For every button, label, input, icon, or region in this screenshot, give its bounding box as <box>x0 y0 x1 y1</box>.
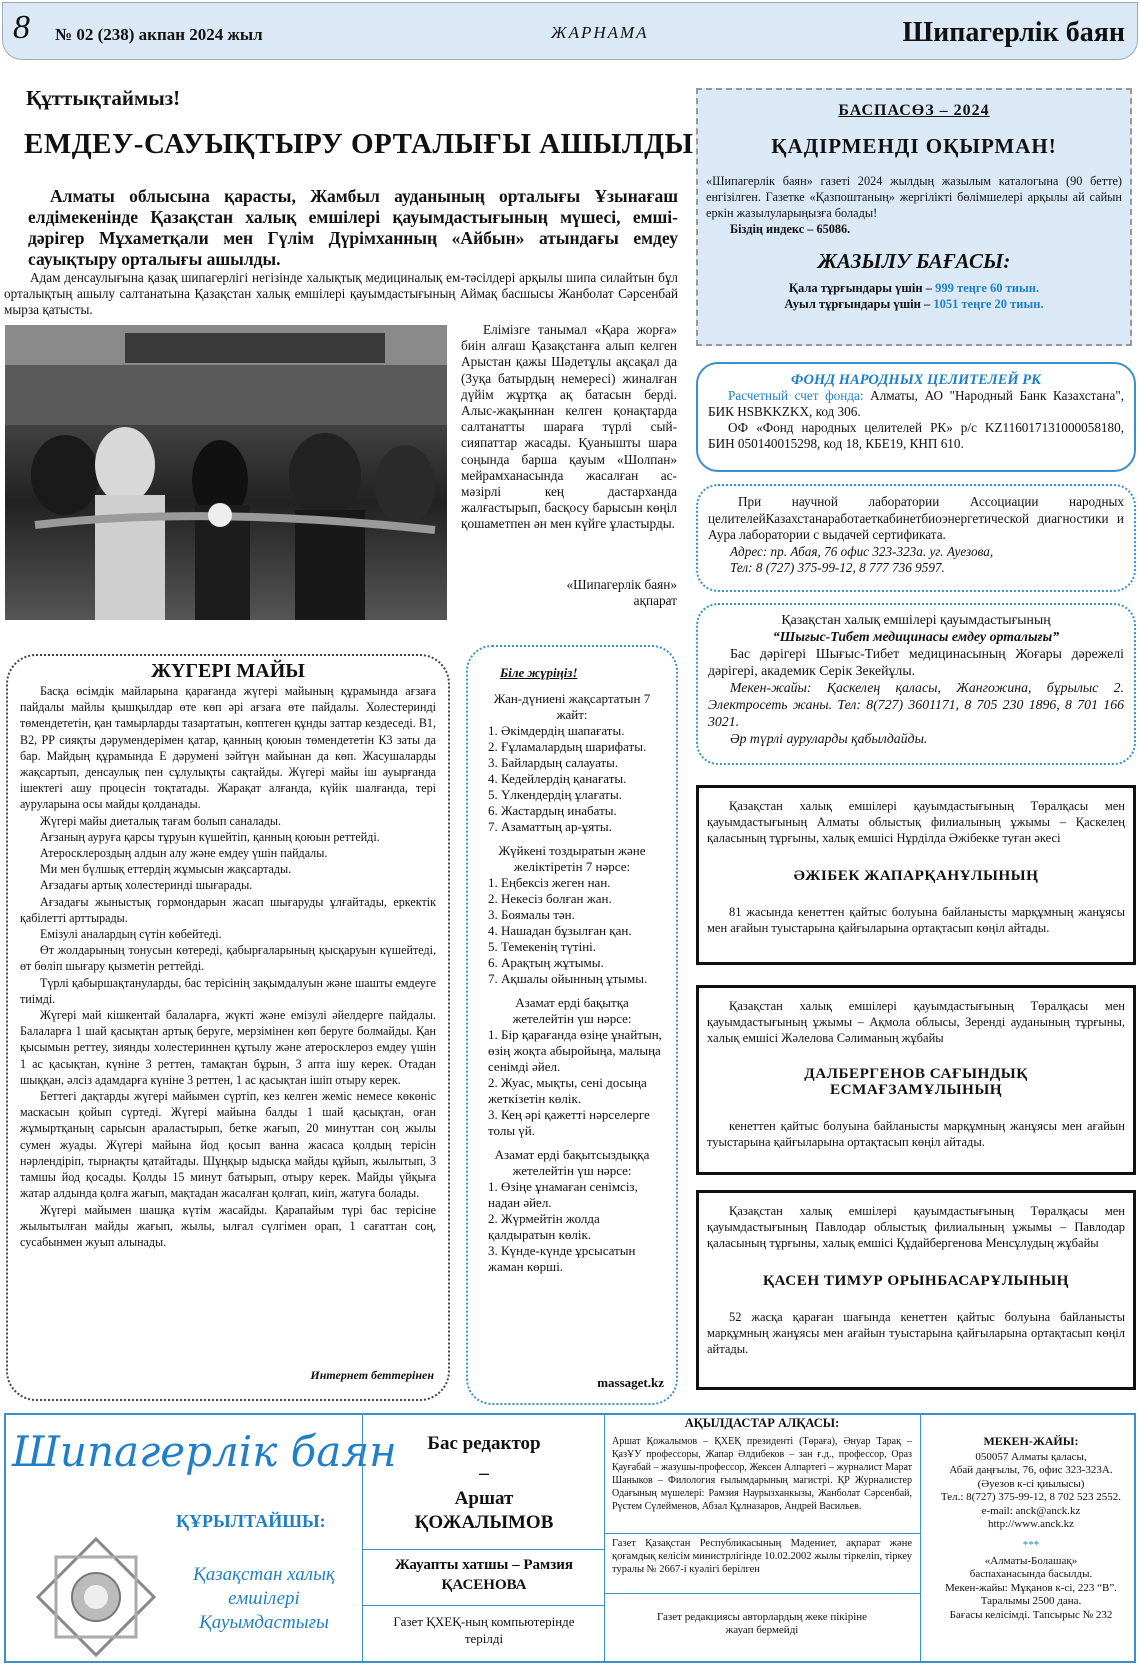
know-list-item: 2. Жуас, мықты, сені досыңа жеткізетін көлік. <box>488 1075 647 1106</box>
printer-line: Таралымы 2500 дана. <box>980 1595 1082 1608</box>
editor-name: Аршат ҚОЖАЛЫМОВ <box>414 1488 554 1533</box>
founder-name: Қазақстан халық емшілері Қауымдастығы <box>193 1564 335 1633</box>
know-list-item: 4. Нашадан бұзылған қан. <box>488 923 632 938</box>
page-header <box>2 2 1138 60</box>
address-line: 050057 Алматы қаласы, <box>975 1451 1087 1463</box>
know-list-item: 5. Темекенің түтіні. <box>488 939 597 954</box>
know-section-heading: Азамат ерді бақытқа жетелейтін үш нәрсе: <box>512 995 632 1026</box>
ceremony-photo-image <box>5 325 447 620</box>
obituary-1 <box>696 785 1136 965</box>
tibet-doctor: Бас дәрігері Шығыс-Тибет медицинасының Жоғары дәрежелі дәрігері, академик Серік Зекейұлы. <box>708 646 1124 678</box>
obituary-3-text: 52 жасқа қараған шағында кенеттен қайтыс болуына байланысты марқұмның жанұясы мен ағайын туыстарына қайғыларына ортақтасып көңіл айтады. <box>707 1310 1125 1356</box>
article-signature-type: ақпарат <box>633 593 677 608</box>
know-title: Біле жүріңіз! <box>500 665 578 680</box>
obituary-3 <box>696 1190 1136 1390</box>
registration-info: Газет Қазақстан Республикасының Мәдениет, ақпарат және қоғамдық келісім министрлігінде 10.02.2002 жылы тіркеліп, тіркеу туралы № 2667-і куәлігі берілген <box>612 1538 912 1575</box>
corn-oil-paragraph: Ағзадағы артық холестеринді шығарады. <box>40 878 253 893</box>
subscription-index: Біздің индекс – 65086. <box>730 222 851 236</box>
subscription-subtitle: ҚАДІРМЕНДІ ОҚЫРМАН! <box>771 134 1057 158</box>
lab-phone: Тел: 8 (727) 375-99-12, 8 777 736 9597. <box>730 560 945 575</box>
address-line: (Әуезов к-сі қиылысы) <box>977 1477 1085 1490</box>
corn-oil-paragraph: Жүгері май кішкентай балаларға, жүкті және емізулі әйелдерге пайдалы. Балаларға 1 шай қасықтан артық беруге, мерзімінен көп беруге болмайды. Қан қысымын реттеу, зиянды холестериннен құтылу және атеросклероз емдеу үшін 1 ас қасықтан, күніне 3 реттен, тамақтан бұрын, 3 апта ішу керек. Отадан шыққан, әлсіз адамдарға күніне 3 реттен, 1 ас қасықтан ішіп отыру керек. <box>20 1008 436 1087</box>
issue-info: № 02 (238) акпан 2024 жыл <box>55 25 263 44</box>
article-intro: Адам денсаулығына қазақ шипагерлігі негізінде халықтық медициналық ем-тәсілдері арқылы шипа силайтын бұл орталықтың ашылу салтанатына Қазақстан халық емшілері қауымдастығының Аймақ басшысы Жанболат Сәрсенбай мырза қатысты. <box>4 270 678 317</box>
know-list-item: 2. Некесіз болған жан. <box>488 891 612 906</box>
fund-title: ФОНД НАРОДНЫХ ЦЕЛИТЕЛЕЙ РК <box>791 372 1041 388</box>
know-list-item: 2. Жүрмейтін жолда қалдыратын көлік. <box>488 1211 600 1242</box>
price-list <box>698 280 1130 312</box>
know-list-item: 3. Кең әрі қажетті нәрселерге толы үй. <box>488 1107 650 1138</box>
subscription-body: «Шипагерлік баян» газеті 2024 жылдың жазылым каталогына (90 бетте) енгізілген. Газетке «Қазпоштаның» жергілікті бөлімшелері арқылы ай сайын еркін жазылуларыңызға болады! <box>706 174 1122 220</box>
article-signature-source: «Шипагерлік баян» <box>566 577 677 592</box>
separator-stars: *** <box>1022 1539 1040 1551</box>
obituary-1-intro: Қазақстан халық емшілері қауымдастығының Төралқасы мен қауымдастығының Алматы облыстық филиалының ұжымы – Қаскелең қаласының тұрғыны, халық емшісі Нұрділда Әжібекке туған әкесі <box>707 799 1125 845</box>
know-list-item: 7. Ақшалы ойынның ұтымы. <box>488 971 648 986</box>
corn-oil-paragraph: Жүгері майымен шашқа күтім жасайды. Қарапайым түрі бас терісіне жылытылған майды жағып, жылы, ылғал сүлгімен орап, 1 сағаттан соң, сусабынмен жуып алынады. <box>20 1202 436 1249</box>
article-lead: Алматы облысына қарасты, Жамбыл ауданының орталығы Ұзынағаш елдімекенінде Қазақстан халық емшілері қауымдастығының мүшесі, емші-дәрігер Мұхаметқали мен Гүлім Дүрімханның «Айбын» атындағы емдеу сауықтыру орталығы ашылды. <box>28 186 678 269</box>
know-list-item: 3. Байлардың салауаты. <box>488 755 619 770</box>
printer-line: Мекен-жайы: Мұқанов к-сі, 223 “В”. <box>945 1581 1117 1594</box>
know-box <box>466 645 678 1405</box>
know-list-item: 5. Үлкендердің ұлағаты. <box>488 787 622 802</box>
city-label: Қала тұрғындары үшін – <box>788 281 932 295</box>
disclaimer: Газет редакциясы авторлардың жеке пікіріне жауап бермейді <box>656 1611 868 1636</box>
newspaper-logo: Шипагерлік баян <box>12 1427 397 1476</box>
price-title: ЖАЗЫЛУ БАҒАСЫ: <box>817 249 1011 273</box>
founder-label: ҚҰРЫЛТАЙШЫ: <box>176 1511 326 1531</box>
corn-oil-paragraph: Өт жолдарының тонусын көтереді, қабырғаларының қысқаруын күшейтеді, өт бөліп шығару қызметін реттейді. <box>20 943 436 974</box>
fund-details: ОФ «Фонд народных целителей РК» р/с KZ116017131000058180, БИН 050140015298, код 18, КБЕ19, КНП 610. <box>708 420 1124 451</box>
congrats-heading: Құттықтаймыз! <box>26 86 181 110</box>
obituary-2-name: ДАЛБЕРГЕНОВ САҒЫНДЫҚ ЕСМАҒЗАМҰЛЫНЫҢ <box>804 1065 1028 1098</box>
city-price: 999 теңге 60 тиын. <box>935 281 1040 295</box>
know-section-heading: Жан-дүниені жақсартатын 7 жайт: <box>493 691 651 722</box>
editor-dash: – <box>479 1463 489 1484</box>
masthead-footer <box>4 1413 1136 1663</box>
council-title: АҚЫЛДАСТАР АЛҚАСЫ: <box>684 1416 840 1430</box>
fund-account: Алматы, АО "Народный Банк Казахстана", БИК HSBKKZKX, код 306. <box>708 388 1125 419</box>
obituary-3-intro: Қазақстан халық емшілері қауымдастығының Төралқасы мен қауымдастығының Павлодар облыстық филиалының ұжымы – Павлодар қаласының тұрғыны, халық емшісі Құдайбергенова Менсұлудың жұбайы <box>707 1204 1125 1250</box>
address-list <box>926 1451 1136 1531</box>
village-price: 1051 теңге 20 тиын. <box>933 297 1044 311</box>
know-list-item: 3. Күнде-күнде ұрсысатын жаман көрші. <box>488 1243 636 1274</box>
know-list-item: 1. Еңбексіз жеген нан. <box>488 875 611 890</box>
fund-account-label: Расчетный счет фонда: <box>728 388 864 403</box>
page-number: 8 <box>13 9 30 46</box>
know-source: massaget.kz <box>597 1375 664 1390</box>
council-members: Аршат Қожалымов – ҚХЕҚ президенті (Төраға), Әнуар Тарақ – ҚазҰУ профессоры, Жапар Әлдибеков – зан ғ.д., профессор, Ораз Қауғабай – жазушы-профессор, Жексен Алпартегі – журналист Марат Шаныков – Филология ғылымдарының магистрі. ҚР Журналистер Одағының мүшелері: Рамзия Наурызханкызы, Жанболат Сәрсенбай, Рүстем Сүлейменов, Абзал Құлназаров, Андрей Васильев. <box>612 1436 912 1512</box>
tibet-line2: “Шығыс-Тибет медицинасы емдеу орталығы” <box>772 629 1060 644</box>
know-list-item: 7. Азаматтың ар-ұяты. <box>488 819 612 834</box>
tibet-line1: Қазақстан халық емшілері қауымдастығының <box>781 612 1051 627</box>
village-label: Ауыл тұрғындары үшін – <box>784 297 931 311</box>
obituary-1-text: 81 жасында кенеттен қайтыс болуына байланысты марқұмның жанұясы мен ағайын туыстарына қайғыларына ортақтасып көңіл айтады. <box>707 905 1125 935</box>
corn-oil-paragraph: Ағзаның ауруға қарсы тұруын күшейтіп, қанның қоюын реттейді. <box>40 829 380 844</box>
address-title: МЕКЕН-ЖАЙЫ: <box>983 1434 1079 1448</box>
corn-oil-paragraph: Жүгері майы диеталық тағам болып саналады. <box>40 813 282 828</box>
printer-line: «Алматы-Болашақ» <box>984 1555 1078 1567</box>
obituary-2 <box>696 985 1136 1175</box>
address-line: http://www.anck.kz <box>987 1518 1075 1531</box>
corn-oil-paragraph: Атеросклероздың алдын алу және емдеу үшін пайдалы. <box>40 846 328 861</box>
tibet-center-box <box>696 603 1136 765</box>
address-line: Тел.: 8(727) 375-99-12, 8 702 523 2552. <box>940 1491 1122 1504</box>
article-signature <box>461 577 677 609</box>
know-list-item: 6. Жастардың инабаты. <box>488 803 617 818</box>
editor-title: Бас редактор <box>427 1433 541 1454</box>
section-title: ЖАРНАМА <box>551 23 649 42</box>
know-list-item: 4. Кедейлердің қанағаты. <box>488 771 627 786</box>
know-list-item: 3. Боямалы тән. <box>488 907 575 922</box>
tibet-address: Мекен-жайы: Қаскелең қаласы, Жангожина, бұрылыс 2. Электросеть жаны. Тел: 8(727) 3601171, 8 705 230 1896, 8 701 166 3021. <box>708 680 1124 729</box>
know-body <box>468 691 676 1275</box>
article-body: Елімізге танымал «Қара жорға» биін алғаш Қазақстанға алып келген Арыстан қажы Шәдетұлы ақсақал да (Зуқа батырдың немересі) жиналған дүйім жұртқа ақ батасын берді. Алыс-жақыннан келген қонақтарда салтанатты шараға түрлі сый-сияпаттар жасады. Қуанышты шара соңында барша қауым «Шолпан» мейрамханасында жасалған ас-мәзірлі кең дастарханда жалғастырып, басқосу барысын көңіл қошаметпен ән мен күйге ұластырды. <box>461 322 677 532</box>
corn-oil-article <box>6 654 450 1401</box>
know-list-item: 6. Арақтың жұтымы. <box>488 955 604 970</box>
article-headline: ЕМДЕУ-САУЫҚТЫРУ ОРТАЛЫҒЫ АШЫЛДЫ <box>24 128 694 160</box>
know-list-item: 1. Бір қарағанда өзіңе ұнайтын, өзің жоқта абыройыңа, малыңа сенімді әйел. <box>488 1027 662 1074</box>
secretary: Жауапты хатшы – Рамзия ҚАСЕНОВА <box>394 1557 574 1593</box>
corn-oil-paragraph: Ағзадағы жыныстық гормондарын жасап шығаруды ұлғайтады, еркектік қабілетті арттырады. <box>20 894 436 925</box>
address-line: Абай даңғылы, 76, офис 323-323А. <box>949 1464 1113 1477</box>
corn-oil-paragraph: Ми мен бүлшық еттердің жұмысын жақсартады. <box>40 862 292 877</box>
know-list-item: 1. Әкімдердің шапағаты. <box>488 723 625 738</box>
corn-oil-paragraph: Басқа өсімдік майларына қарағанда жүгері майының құрамында ағзаға пайдалы майлы қышқылдар өте көп әрі ағзаға өте пайдалы. Холестеринді төмендететін, қан тамырларды тазартатын, көптеген құнды заттар кездеседі. В1, В2, РР сияқты дәрумендерімен қатар, қанның қоюын төмендететін К3 заты да бар. Майдың құрамында Е дәрумені зәйтүн майынан да көп. Жасушаларды жақсартып, денсаулық пен сұлулықты сақтайды. Жүгері майы іш ауырғанда ішектегі ашу процесін тоқтатады. Жарақат алғанда, күйік шалғанда, тері ауруларына осы майды қолданады. <box>20 684 436 812</box>
laboratory-box <box>696 484 1136 592</box>
lab-address: Адрес: пр. Абая, 76 офис 323-323а. уг. Ауезова, <box>730 543 994 559</box>
corn-oil-paragraph: Беттегі дақтарды жүгері майымен сүртіп, кез келген жеміс немесе көкөніс маскасын қойып сүртеді. Жүгері майына балды 1 шай қасықтан, оған жұмыртқаның сарысын араластырып, бетке жағып, 20 минуттан соң жылы сумен жуады. Жүгері майына йод қосып ванна жасаса қолдың терісін нәрлендіріп, тырнақты қатайтады. Шұңқыр ыдысқа майды құйып, жылытып, 3 тамшы йод қосады. Қолды 15 минут батырып, отыру керек. Майды үйқыға жатар алдында қолға жағып, мақтадан жасалған қолғап, киіп, жатуға болады. <box>20 1089 436 1201</box>
subscription-title: БАСПАСӨЗ – 2024 <box>838 102 990 119</box>
address-line: e-mail: anck@anck.kz <box>981 1504 1081 1517</box>
newspaper-name: Шипагерлік баян <box>902 17 1125 48</box>
corn-oil-title: ЖҮГЕРІ МАЙЫ <box>151 660 305 682</box>
corn-oil-paragraph: Емізулі аналардың сүтін көбейтеді. <box>40 927 222 942</box>
know-list-item: 2. Ғұламалардың шарифаты. <box>488 739 647 754</box>
know-section-heading: Жүйкені тоздыратын және желіктіретін 7 нәрсе: <box>498 843 646 874</box>
association-emblem <box>34 1535 158 1659</box>
ceremony-photo <box>5 325 447 620</box>
corn-oil-paragraph: Түрлі қабыршақтануларды, бас терісінің зақымдалуын және шашты емдеуге тиімді. <box>20 975 436 1006</box>
typeset-note: Газет ҚХЕҚ-ның компьютерінде терілді <box>393 1614 575 1646</box>
printer-line: баспаханасында басылды. <box>969 1568 1093 1581</box>
know-section-heading: Азамат ерді бақытсыздыққа жетелейтін үш нәрсе: <box>494 1147 650 1178</box>
fund-box <box>696 362 1136 472</box>
subscription-text <box>698 159 1130 237</box>
obituary-2-text: кенеттен қайтыс болуына байланысты марқұмның жанұясы мен ағайын туыстарына қайғыларына ортақтасып көңіл айтады. <box>707 1119 1125 1149</box>
tibet-note: Әр түрлі ауруларды қабылдайды. <box>730 731 928 746</box>
lab-text: При научной лаборатории Ассоциации народных целителейКазахстанаработаеткабинетбиоэнергетической диагностики и Аура лаборатории с выдачей сертификата. <box>708 494 1124 542</box>
subscription-box <box>696 88 1132 346</box>
printer-line: Бағасы келісімді. Тапсырыс № 232 <box>949 1608 1113 1621</box>
know-list-item: 1. Өзіңе ұнамаған сенімсіз, надан әйел. <box>488 1179 638 1210</box>
printer-info <box>926 1555 1136 1622</box>
obituary-1-name: ӘЖІБЕК ЖАПАРҚАНҰЛЫНЫҢ <box>793 867 1039 884</box>
corn-oil-source: Интернет беттерінен <box>310 1368 434 1382</box>
corn-oil-body <box>8 683 448 1250</box>
obituary-3-name: ҚАСЕН ТИМУР ОРЫНБАСАРҰЛЫНЫҢ <box>763 1272 1069 1289</box>
obituary-2-intro: Қазақстан халық емшілері қауымдастығының Төралқасы мен қауымдастығының ұжымы – Ақмола облысы, Зеренді ауданының тұрғыны, халық емшісі Жәлелова Сәлиманың жұбайы <box>707 999 1125 1045</box>
